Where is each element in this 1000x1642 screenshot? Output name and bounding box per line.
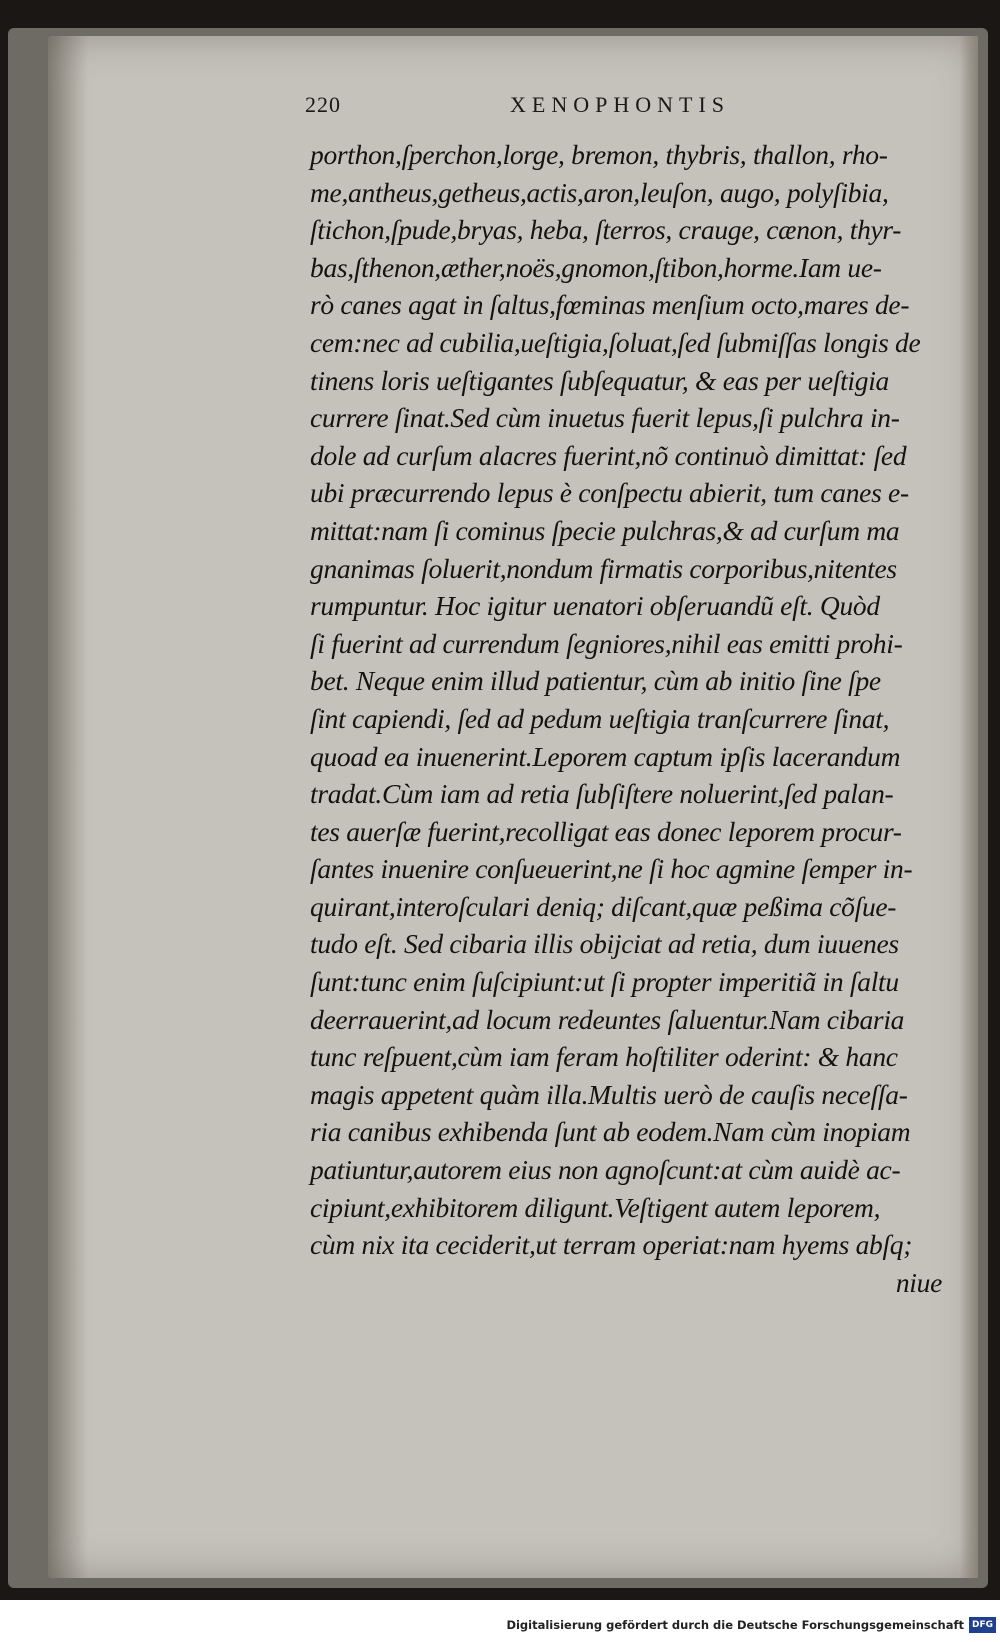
text-line: mittat:nam ſi cominus ſpecie pulchras,& ad curſum ma [310,514,900,546]
dfg-logo[interactable]: DFG [969,1617,996,1633]
text-line: ubi præcurrendo lepus è conſpectu abierit, tum canes e- [310,477,909,509]
text-line: ria canibus exhibenda ſunt ab eodem.Nam cùm inopiam [310,1116,911,1148]
text-line: rumpuntur. Hoc igitur uenatori obſeruandũ eſt. Quòd [310,590,880,622]
text-line: rò canes agat in ſaltus,fœminas menſium octo,mares de- [310,289,910,321]
text-line: cùm nix ita ceciderit,ut terram operiat:nam hyems abſq; [310,1229,913,1261]
text-line: ſint capiendi, ſed ad pedum ueſtigia tranſcurrere ſinat, [310,702,890,734]
text-line: quirant,interoſculari deniq; diſcant,quæ peßima cõſue- [310,890,897,922]
page-edge [960,36,978,1578]
text-line: ſunt:tunc enim ſuſcipiunt:ut ſi propter imperitiã in ſaltu [310,966,899,998]
catchword: niue [895,1266,942,1298]
text-line: tinens loris ueſtigantes ſubſequatur, & eas per ueſtigia [310,364,890,396]
gutter-shadow [48,36,88,1578]
text-line: dole ad curſum alacres fuerint,nõ continuò dimittat: ſed [310,439,907,471]
text-line: tunc reſpuent,cùm iam feram hoſtiliter oderint: & hanc [310,1041,898,1073]
text-line: ſantes inuenire conſueuerint,ne ſi hoc agmine ſemper in- [310,853,913,885]
text-line: tes auerſæ fuerint,recolligat eas donec leporem procur- [310,815,902,847]
text-line: tradat.Cùm iam ad retia ſubſiſtere noluerint,ſed palan- [310,778,894,810]
text-line: bas,ſthenon,æther,noës,gnomon,ſtibon,horme.Iam ue- [310,251,882,283]
text-line: me,antheus,getheus,actis,aron,leuſon, augo, polyſibia, [310,176,889,208]
text-line: tudo eſt. Sed cibaria illis obijciat ad retia, dum iuuenes [310,928,899,960]
text-line: cem:nec ad cubilia,ueſtigia,ſoluat,ſed ſubmiſſas longis de [310,326,921,358]
text-line: ſi fuerint ad currendum ſegniores,nihil eas emitti prohi- [310,627,903,659]
text-line: ſtichon,ſpude,bryas, heba, ſterros, crauge, cænon, thyr- [310,214,902,246]
text-line: patiuntur,autorem eius non agnoſcunt:at cùm auidè ac- [310,1154,901,1186]
body-text [310,136,960,1301]
text-line: currere ſinat.Sed cùm inuetus fuerit lepus,ſi pulchra in- [310,402,900,434]
text-line: cipiunt,exhibitorem diligunt.Veſtigent autem leporem, [310,1191,881,1223]
text-line: gnanimas ſoluerit,nondum firmatis corporibus,nitentes [310,552,897,584]
text-line: magis appetent quàm illa.Multis uerò de cauſis neceſſa- [310,1078,908,1110]
page-number: 220 [305,92,341,117]
running-title: XENOPHONTIS [510,92,730,117]
funding-notice: Digitalisierung gefördert durch die Deutsche Forschungsgemeinschaft [506,1618,964,1632]
digitization-footer [0,1600,1000,1642]
text-line: bet. Neque enim illud patientur, cùm ab initio ſine ſpe [310,665,881,697]
text-line: deerrauerint,ad locum redeuntes ſaluentur.Nam cibaria [310,1003,905,1035]
running-head [305,92,925,126]
text-line: quoad ea inuenerint.Leporem captum ipſis lacerandum [310,740,901,772]
text-line: porthon,ſperchon,lorge, bremon, thybris, thallon, rho- [310,139,888,170]
